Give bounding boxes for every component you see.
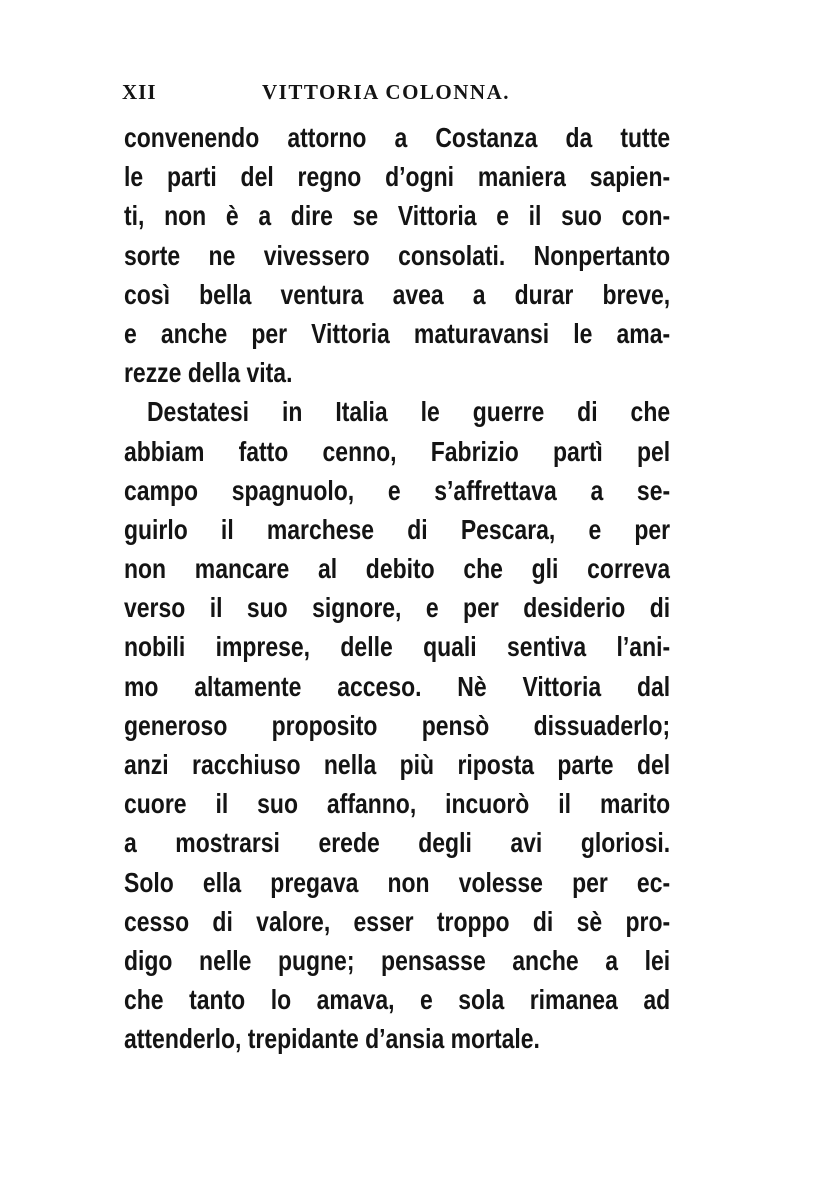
text-line: e anche per Vittoria maturavansi le ama- [124, 317, 671, 349]
text-line: abbiam fatto cenno, Fabrizio partì pel [124, 435, 671, 467]
text-line: ti, non è a dire se Vittoria e il suo con- [124, 200, 671, 232]
page-number: XII [122, 80, 157, 104]
text-line: digo nelle pugne; pensasse anche a lei [124, 944, 671, 976]
running-title: VITTORIA COLONNA. [262, 80, 510, 104]
body-text [124, 118, 671, 1059]
text-line: attenderlo, trepidante d’ansia mortale. [124, 1023, 540, 1055]
text-line: che tanto lo amava, e sola rimanea ad [124, 984, 671, 1016]
text-line: così bella ventura avea a durar breve, [124, 278, 671, 310]
text-line: non mancare al debito che gli correva [124, 553, 671, 585]
text-line: Solo ella pregava non volesse per ec- [124, 866, 671, 898]
text-line: verso il suo signore, e per desiderio di [124, 592, 671, 624]
text-line: rezze della vita. [124, 357, 293, 389]
page-header [122, 80, 682, 112]
text-line: cuore il suo affanno, incuorò il marito [124, 788, 671, 820]
text-line: guirlo il marchese di Pescara, e per [124, 513, 671, 545]
text-line: nobili imprese, delle quali sentiva l’ani- [124, 631, 671, 663]
text-line: a mostrarsi erede degli avi gloriosi. [124, 827, 671, 859]
text-line: convenendo attorno a Costanza da tutte [124, 122, 671, 153]
text-line: le parti del regno d’ogni maniera sapien- [124, 161, 671, 193]
text-line: generoso proposito pensò dissuaderlo; [124, 709, 671, 741]
text-line: sorte ne vivessero consolati. Nonpertanto [124, 239, 671, 271]
text-line: Destatesi in Italia le guerre di che [146, 396, 671, 428]
text-line: anzi racchiuso nella più riposta parte del [124, 749, 671, 780]
text-line: campo spagnuolo, e s’affrettava a se- [124, 474, 671, 506]
text-line: mo altamente acceso. Nè Vittoria dal [124, 670, 671, 702]
text-line: cesso di valore, esser troppo di sè pro- [124, 905, 671, 937]
